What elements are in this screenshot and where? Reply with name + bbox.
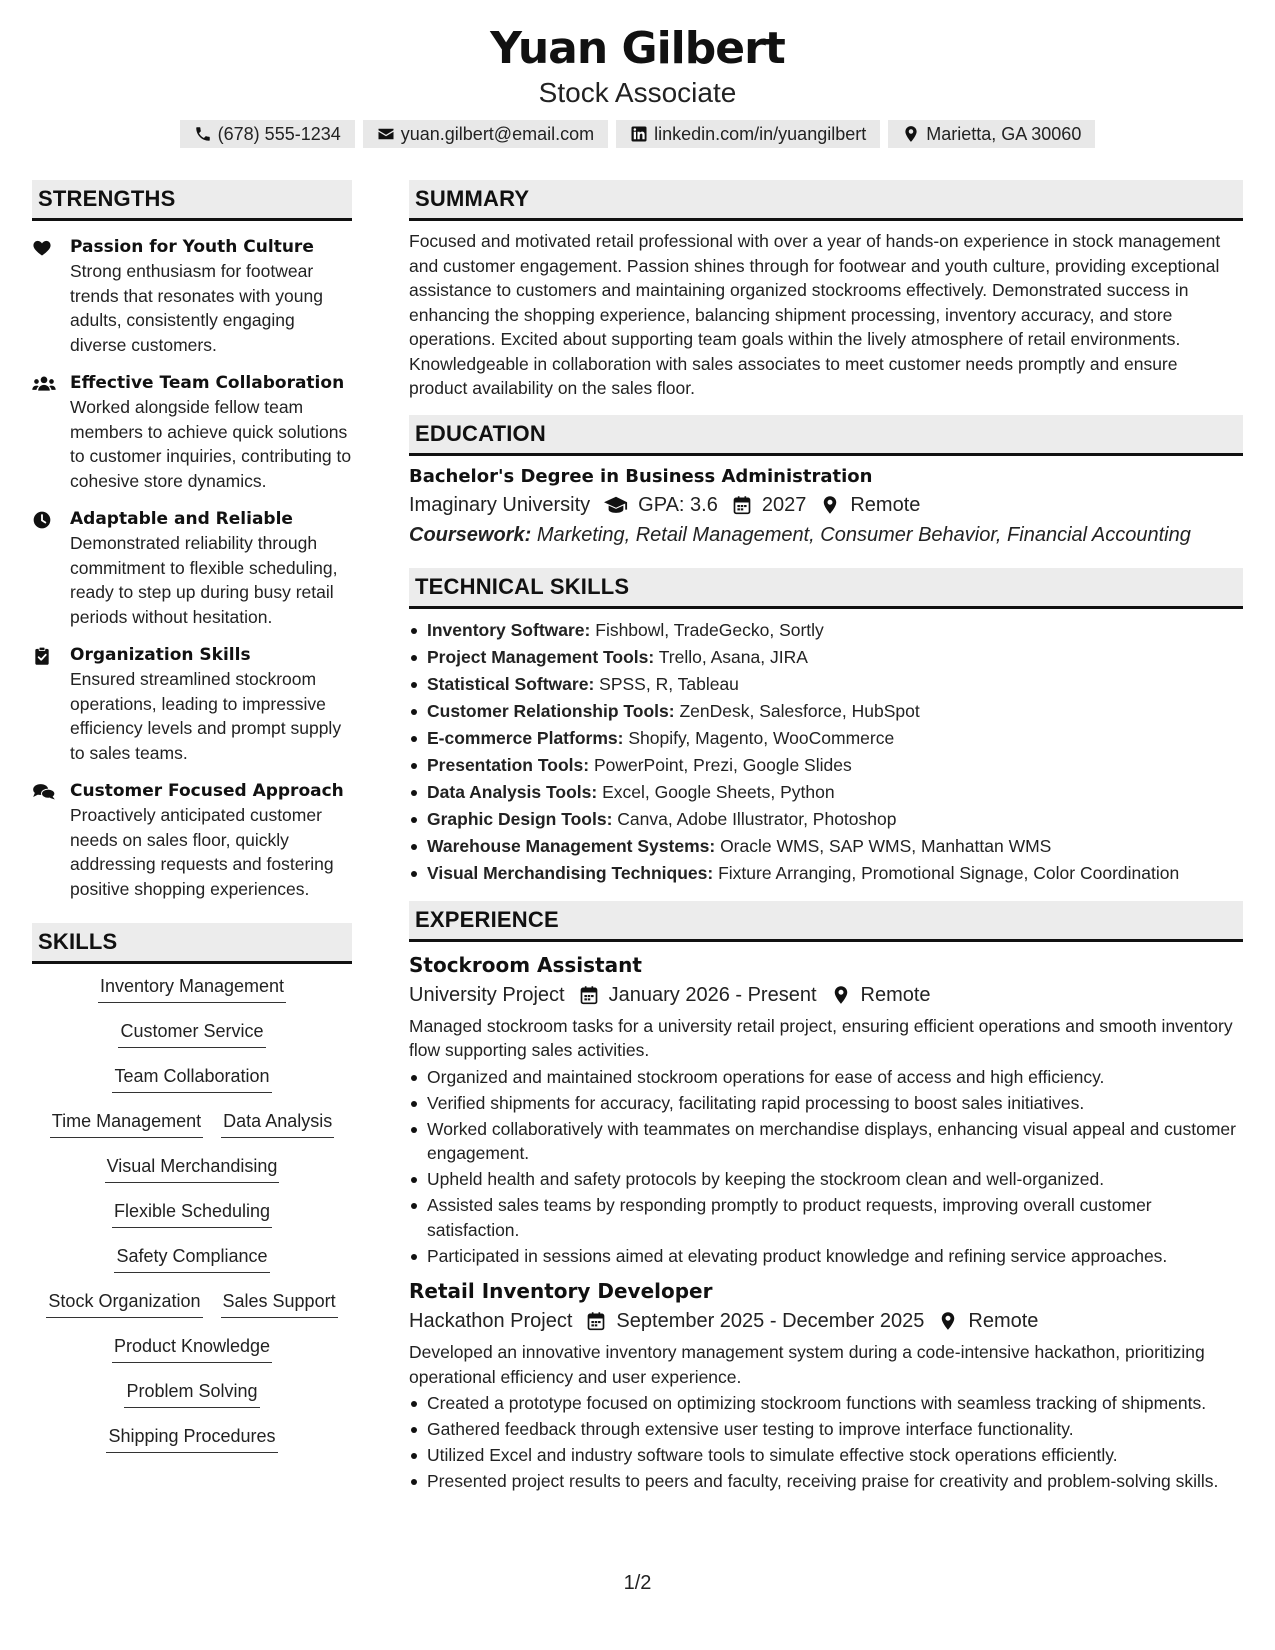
- clock-icon: [32, 510, 52, 530]
- calendar-icon: [586, 1311, 606, 1331]
- envelope-icon: [377, 125, 395, 143]
- list-item: [409, 725, 1243, 752]
- job-description: Managed stockroom tasks for a university retail project, ensuring efficient operations and smooth inventory flow supporting sales activities.: [409, 1015, 1233, 1060]
- coursework-list: Marketing, Retail Management, Consumer Behavior, Financial Accounting: [536, 523, 1191, 546]
- job-title: Stockroom Assistant: [409, 952, 642, 977]
- map-pin-icon: [938, 1311, 958, 1331]
- candidate-name: Yuan Gilbert: [490, 23, 785, 74]
- list-item: Presented project results to peers and faculty, receiving praise for creativity and problem-solving skills.: [409, 1469, 1243, 1494]
- contact-location[interactable]: [888, 120, 1095, 148]
- skill-category: Inventory Software:: [427, 619, 591, 640]
- strength-desc: Proactively anticipated customer needs on sales floor, quickly addressing requests and fostering positive shopping experiences.: [70, 805, 334, 899]
- list-item: [409, 644, 1243, 671]
- education-meta: [409, 490, 1243, 520]
- skill-values: Fixture Arranging, Promotional Signage, Color Coordination: [718, 862, 1180, 883]
- skill-tag: Flexible Scheduling: [112, 1199, 272, 1228]
- skill-tag: Product Knowledge: [112, 1334, 272, 1363]
- skill-tag: Safety Compliance: [114, 1244, 269, 1273]
- map-pin-icon: [902, 125, 920, 143]
- job-entry: [409, 950, 1243, 1269]
- skill-category: Statistical Software:: [427, 673, 595, 694]
- school-name: Imaginary University: [409, 493, 591, 516]
- list-item: Created a prototype focused on optimizing stockroom functions with seamless tracking of shipments.: [409, 1391, 1243, 1416]
- skill-tag: Team Collaboration: [112, 1064, 271, 1093]
- list-item: [409, 698, 1243, 725]
- contact-linkedin-text: linkedin.com/in/yuangilbert: [654, 123, 867, 144]
- strength-title: Adaptable and Reliable: [70, 509, 293, 529]
- strengths-heading: STRENGTHS: [32, 180, 352, 221]
- phone-icon: [194, 125, 212, 143]
- strength-item: [32, 235, 352, 357]
- contact-location-text: Marietta, GA 30060: [926, 123, 1082, 144]
- skill-category: Project Management Tools:: [427, 646, 655, 667]
- job-meta: [409, 980, 1243, 1010]
- skill-tag: Stock Organization: [46, 1289, 202, 1318]
- job-description: Developed an innovative inventory management system during a code-intensive hackathon, prioritizing operational efficiency and user experience.: [409, 1342, 1205, 1387]
- calendar-icon: [732, 495, 752, 515]
- skills-list: [32, 974, 352, 1469]
- job-dates: September 2025 - December 2025: [616, 1310, 925, 1332]
- strength-title: Effective Team Collaboration: [70, 373, 345, 393]
- contact-phone-text: (678) 555-1234: [217, 123, 341, 144]
- skill-category: Graphic Design Tools:: [427, 808, 613, 829]
- skill-tag: Inventory Management: [98, 974, 286, 1003]
- skill-category: Visual Merchandising Techniques:: [427, 862, 714, 883]
- list-item: Worked collaboratively with teammates on merchandise displays, enhancing visual appeal and customer engagement.: [409, 1117, 1243, 1166]
- job-dates: January 2026 - Present: [608, 983, 817, 1006]
- contact-bar: [0, 120, 1275, 148]
- skill-tag: Visual Merchandising: [105, 1154, 280, 1183]
- degree-title: Bachelor's Degree in Business Administration: [409, 465, 873, 487]
- job-title: Retail Inventory Developer: [409, 1279, 713, 1303]
- skill-category: Warehouse Management Systems:: [427, 835, 716, 856]
- job-entry: [409, 1276, 1243, 1494]
- strength-title: Organization Skills: [70, 645, 251, 665]
- skill-values: Excel, Google Sheets, Python: [602, 781, 835, 802]
- map-pin-icon: [820, 495, 840, 515]
- heart-icon: [32, 238, 52, 258]
- coursework: [409, 520, 1243, 550]
- list-item: [409, 833, 1243, 860]
- strength-item: [32, 371, 352, 493]
- resume-header: [0, 22, 1275, 148]
- strength-item: [32, 643, 352, 765]
- strength-desc: Strong enthusiasm for footwear trends that resonates with young adults, consistently engaging diverse customers.: [70, 261, 323, 355]
- list-item: [409, 617, 1243, 644]
- skill-category: E-commerce Platforms:: [427, 727, 624, 748]
- clipboard-check-icon: [32, 646, 52, 666]
- list-item: Organized and maintained stockroom operations for ease of access and high efficiency.: [409, 1065, 1243, 1090]
- skill-values: SPSS, R, Tableau: [599, 673, 739, 694]
- list-item: [409, 752, 1243, 779]
- skill-values: Fishbowl, TradeGecko, Sortly: [595, 619, 824, 640]
- strength-item: [32, 507, 352, 629]
- technical-skills-list: [409, 617, 1243, 887]
- list-item: Participated in sessions aimed at elevating product knowledge and refining service approaches.: [409, 1244, 1243, 1269]
- skill-values: Canva, Adobe Illustrator, Photoshop: [617, 808, 897, 829]
- linkedin-icon: [630, 125, 648, 143]
- job-location: Remote: [968, 1310, 1039, 1332]
- strength-title: Customer Focused Approach: [70, 781, 344, 801]
- education-heading: EDUCATION: [409, 415, 1243, 456]
- contact-email[interactable]: [363, 120, 608, 148]
- job-org: University Project: [409, 983, 565, 1006]
- technical-skills-heading: TECHNICAL SKILLS: [409, 568, 1243, 609]
- list-item: Verified shipments for accuracy, facilitating rapid processing to boost sales initiatives.: [409, 1091, 1243, 1116]
- education-location: Remote: [850, 493, 921, 516]
- comments-icon: [32, 782, 56, 802]
- list-item: [409, 860, 1243, 887]
- right-column: [409, 180, 1243, 1495]
- strength-title: Passion for Youth Culture: [70, 237, 314, 257]
- job-meta: [409, 1306, 1243, 1336]
- list-item: [409, 779, 1243, 806]
- experience-heading: EXPERIENCE: [409, 901, 1243, 942]
- strength-desc: Worked alongside fellow team members to achieve quick solutions to customer inquiries, contributing to cohesive store dynamics.: [70, 397, 352, 491]
- users-icon: [32, 374, 56, 394]
- gpa-text: GPA: 3.6: [638, 493, 718, 516]
- strength-desc: Ensured streamlined stockroom operations, leading to impressive efficiency levels and prompt supply to sales teams.: [70, 669, 342, 763]
- contact-email-text: yuan.gilbert@email.com: [400, 123, 595, 144]
- skill-values: ZenDesk, Salesforce, HubSpot: [679, 700, 920, 721]
- skill-tag: Customer Service: [118, 1019, 265, 1048]
- skill-tag: Time Management: [50, 1109, 203, 1138]
- list-item: Assisted sales teams by responding promptly to product requests, improving overall customer satisfaction.: [409, 1193, 1243, 1242]
- graduation-cap-icon: [604, 495, 628, 515]
- job-bullets: [409, 1065, 1243, 1269]
- contact-phone[interactable]: [180, 120, 355, 148]
- job-title-heading: Stock Associate: [538, 77, 737, 108]
- skill-values: PowerPoint, Prezi, Google Slides: [593, 754, 852, 775]
- summary-text: Focused and motivated retail professional with over a year of hands-on experience in stock management and customer engagement. Passion shines through for footwear and youth culture, providing exceptional assistance to customers and maintaining organized stockrooms effectively. Demonstrated success in enhancing the shopping experience, balancing shipment processing, inventory accuracy, and store operations. Excited about supporting team goals within the lively atmosphere of retail environments. Knowledgeable in collaboration with sales associates to meet customer needs promptly and ensure product availability on the sales floor.: [409, 231, 1221, 398]
- list-item: Gathered feedback through extensive user testing to improve interface functionality.: [409, 1417, 1243, 1442]
- page-number: 1/2: [623, 1572, 652, 1594]
- list-item: [409, 671, 1243, 698]
- calendar-icon: [579, 985, 599, 1005]
- graduation-year: 2027: [761, 493, 807, 516]
- job-location: Remote: [860, 983, 931, 1006]
- skill-tag: Shipping Procedures: [106, 1424, 277, 1453]
- skill-values: Trello, Asana, JIRA: [658, 646, 808, 667]
- skill-values: Shopify, Magento, WooCommerce: [628, 727, 895, 748]
- map-pin-icon: [831, 985, 851, 1005]
- job-org: Hackathon Project: [409, 1310, 573, 1332]
- left-column: [32, 180, 352, 1469]
- list-item: [409, 806, 1243, 833]
- strength-desc: Demonstrated reliability through commitment to flexible scheduling, ready to step up during busy retail periods without hesitation.: [70, 533, 338, 627]
- skills-heading: SKILLS: [32, 923, 352, 964]
- skill-tag: Problem Solving: [124, 1379, 259, 1408]
- skill-category: Data Analysis Tools:: [427, 781, 598, 802]
- coursework-label: Coursework:: [409, 523, 532, 546]
- skill-category: Customer Relationship Tools:: [427, 700, 675, 721]
- skill-tag: Data Analysis: [221, 1109, 334, 1138]
- job-bullets: [409, 1391, 1243, 1494]
- skill-values: Oracle WMS, SAP WMS, Manhattan WMS: [720, 835, 1052, 856]
- summary-heading: SUMMARY: [409, 180, 1243, 221]
- list-item: Utilized Excel and industry software tools to simulate effective stock operations efficiently.: [409, 1443, 1243, 1468]
- skill-tag: Sales Support: [221, 1289, 338, 1318]
- strength-item: [32, 779, 352, 901]
- contact-linkedin[interactable]: [616, 120, 880, 148]
- skill-category: Presentation Tools:: [427, 754, 590, 775]
- list-item: Upheld health and safety protocols by keeping the stockroom clean and well-organized.: [409, 1167, 1243, 1192]
